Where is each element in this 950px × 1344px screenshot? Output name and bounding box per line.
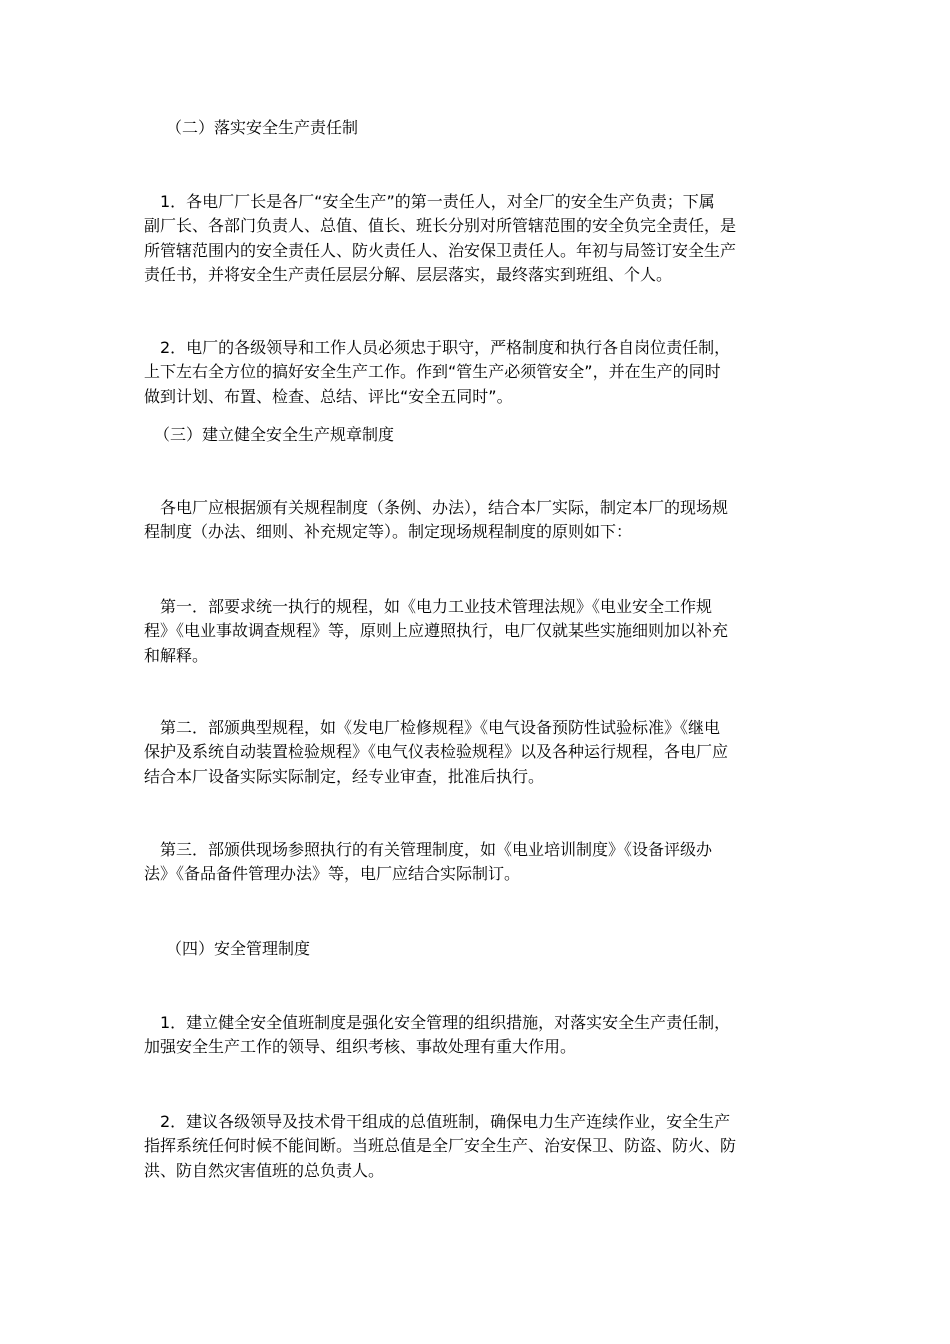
paragraph-line: 2．电厂的各级领导和工作人员必须忠于职守，严格制度和执行各自岗位责任制， <box>144 338 731 357</box>
section-heading-4: （四）安全管理制度 <box>166 939 311 958</box>
paragraph-line: 指挥系统任何时候不能间断。当班总值是全厂安全生产、治安保卫、防盗、防火、防 <box>144 1136 737 1156</box>
paragraph-2-1 <box>144 190 804 288</box>
section-heading-2: （二）落实安全生产责任制 <box>166 118 359 137</box>
paragraph-line: 洪、防自然灾害值班的总负责人。 <box>144 1160 385 1180</box>
paragraph-3-3 <box>144 838 804 887</box>
paragraph-4-2 <box>144 1110 804 1183</box>
section-heading-3: （三）建立健全安全生产规章制度 <box>154 425 395 444</box>
paragraph-4-1 <box>144 1011 804 1060</box>
paragraph-line: 上下左右全方位的搞好安全生产工作。作到“管生产必须管安全”，并在生产的同时 <box>144 362 721 382</box>
paragraph-line: 做到计划、布置、检查、总结、评比“安全五同时”。 <box>144 386 513 406</box>
paragraph-line: 法》《备品备件管理办法》等，电厂应结合实际制订。 <box>144 864 521 884</box>
paragraph-line: 责任书，并将安全生产责任层层分解、层层落实，最终落实到班组、个人。 <box>144 265 673 285</box>
paragraph-line: 结合本厂设备实际实际制定，经专业审查，批准后执行。 <box>144 766 545 786</box>
paragraph-line: 1．各电厂厂长是各厂“安全生产”的第一责任人，对全厂的安全生产负责；下属 <box>144 192 715 211</box>
paragraph-line: 副厂长、各部门负责人、总值、值长、班长分别对所管辖范围的安全负完全责任，是 <box>144 216 737 236</box>
paragraph-line: 2．建议各级领导及技术骨干组成的总值班制，确保电力生产连续作业，安全生产 <box>144 1112 731 1131</box>
paragraph-line: 第二．部颁典型规程，如《发电厂检修规程》《电气设备预防性试验标准》《继电 <box>144 718 721 737</box>
paragraph-line: 第一．部要求统一执行的规程，如《电力工业技术管理法规》《电业安全工作规 <box>144 597 713 616</box>
paragraph-line: 程》《电业事故调查规程》等，原则上应遵照执行，电厂仅就某些实施细则加以补充 <box>144 621 729 641</box>
paragraph-line: 第三．部颁供现场参照执行的有关管理制度，如《电业培训制度》《设备评级办 <box>144 840 713 859</box>
paragraph-3-2 <box>144 716 804 789</box>
paragraph-line: 1．建立健全安全值班制度是强化安全管理的组织措施，对落实安全生产责任制， <box>144 1013 731 1032</box>
paragraph-line: 保护及系统自动装置检验规程》《电气仪表检验规程》以及各种运行规程，各电厂应 <box>144 742 729 762</box>
paragraph-line: 和解释。 <box>144 645 209 665</box>
paragraph-line: 程制度（办法、细则、补充规定等）。制定现场规程制度的原则如下： <box>144 522 633 542</box>
paragraph-line: 各电厂应根据颁有关规程制度（条例、办法），结合本厂实际，制定本厂的现场规 <box>144 498 729 517</box>
paragraph-line: 所管辖范围内的安全责任人、防火责任人、治安保卫责任人。年初与局签订安全生产 <box>144 240 737 260</box>
paragraph-3-1 <box>144 595 804 668</box>
paragraph-line: 加强安全生产工作的领导、组织考核、事故处理有重大作用。 <box>144 1037 577 1057</box>
paragraph-3-intro <box>144 496 804 545</box>
paragraph-2-2 <box>144 336 804 409</box>
